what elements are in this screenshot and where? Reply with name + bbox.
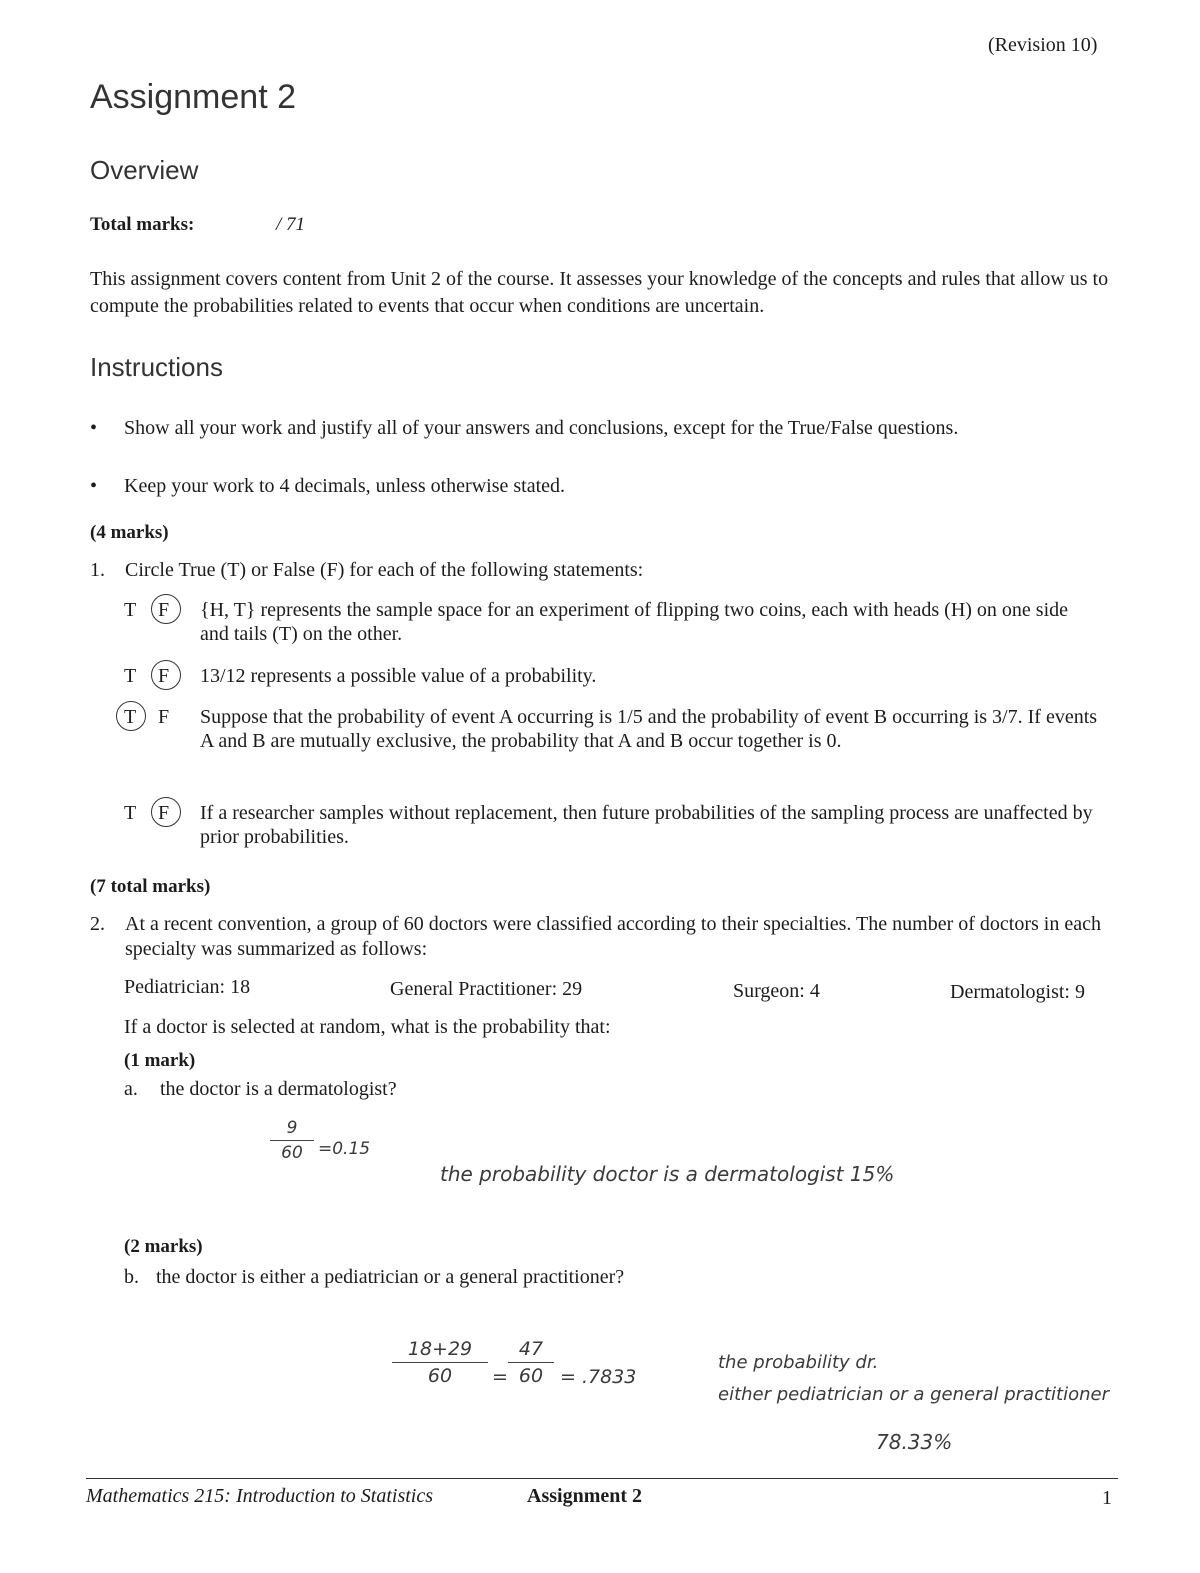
page-number: 1 xyxy=(1102,1487,1112,1509)
tf-item xyxy=(124,664,1104,690)
tf-item xyxy=(124,705,1104,781)
answer-note: the probability dr. xyxy=(718,1352,879,1373)
true-option[interactable]: T xyxy=(124,706,137,728)
true-option[interactable]: T xyxy=(124,599,137,621)
answer-note: either pediatrician or a general practitioner xyxy=(718,1384,1109,1405)
answer-fraction xyxy=(508,1338,554,1387)
bullet-icon: • xyxy=(90,475,98,497)
bullet-icon: • xyxy=(90,417,98,439)
part-b-text: the doctor is either a pediatrician or a general practitioner? xyxy=(156,1266,625,1288)
fraction-denominator: 60 xyxy=(281,1143,303,1163)
instruction-text: Keep your work to 4 decimals, unless otherwise stated. xyxy=(124,475,566,497)
answer-result: = .7833 xyxy=(560,1366,637,1388)
answer-circle-icon xyxy=(151,797,181,827)
q2-number: 2. xyxy=(90,913,105,935)
specialty-item: Pediatrician: 18 xyxy=(124,976,251,998)
specialty-item: Dermatologist: 9 xyxy=(950,981,1085,1003)
fraction-numerator: 18+29 xyxy=(407,1338,473,1360)
true-option[interactable]: T xyxy=(124,665,137,687)
fraction-denominator: 60 xyxy=(518,1365,544,1387)
part-a-text: the doctor is a dermatologist? xyxy=(160,1078,397,1100)
tf-statement: Suppose that the probability of event A occurring is 1/5 and the probability of event B occurring is 3/7. If events A and B are mutually exclusive, the probability that A and B occur together is 0. xyxy=(200,706,1098,752)
answer-circle-icon xyxy=(116,701,146,731)
q2-prompt-row xyxy=(90,912,1130,964)
part-a-row xyxy=(124,1077,824,1103)
overview-description: This assignment covers content from Unit 2 of the course. It assesses your knowledge of the concepts and rules that allow us to compute the probabilities related to events that occur when conditions are uncertain. xyxy=(90,268,1109,317)
q2-marks: (7 total marks) xyxy=(90,876,211,897)
q1-prompt: Circle True (T) or False (F) for each of the following statements: xyxy=(125,559,644,581)
part-b-row xyxy=(124,1265,924,1291)
tf-item xyxy=(124,801,1104,853)
equals-sign: = xyxy=(492,1366,508,1388)
part-a-marks: (1 mark) xyxy=(124,1050,196,1071)
answer-note: 78.33% xyxy=(876,1430,953,1454)
part-a-label: a. xyxy=(124,1078,138,1100)
false-option[interactable]: F xyxy=(158,665,170,687)
overview-heading: Overview xyxy=(90,155,199,185)
q2-prompt: At a recent convention, a group of 60 doctors were classified according to their specialties. The number of doctors in each specialty was summarized as follows: xyxy=(125,913,1101,960)
true-option[interactable]: T xyxy=(124,802,137,824)
answer-result: =0.15 xyxy=(318,1139,371,1159)
q1-marks: (4 marks) xyxy=(90,522,169,543)
q1-number: 1. xyxy=(90,559,105,581)
false-option[interactable]: F xyxy=(158,706,170,728)
specialty-item: Surgeon: 4 xyxy=(733,980,820,1002)
tf-item xyxy=(124,598,1104,650)
fraction-numerator: 9 xyxy=(286,1118,298,1138)
tf-statement: 13/12 represents a possible value of a probability. xyxy=(200,665,597,687)
footer-assignment: Assignment 2 xyxy=(527,1485,643,1507)
revision-label: (Revision 10) xyxy=(988,34,1098,56)
total-marks-value: / 71 xyxy=(276,214,306,235)
answer-note: the probability doctor is a dermatologist 15% xyxy=(440,1162,895,1186)
fraction-numerator: 47 xyxy=(518,1338,544,1360)
answer-circle-icon xyxy=(151,660,181,690)
answer-fraction xyxy=(270,1118,314,1163)
part-b-label: b. xyxy=(124,1266,139,1288)
page-title: Assignment 2 xyxy=(90,78,296,116)
answer-fraction xyxy=(392,1338,488,1387)
part-b-marks: (2 marks) xyxy=(124,1236,203,1257)
false-option[interactable]: F xyxy=(158,599,170,621)
fraction-denominator: 60 xyxy=(427,1365,453,1387)
answer-circle-icon xyxy=(151,594,181,624)
q1-prompt-row xyxy=(90,558,1130,584)
specialty-item: General Practitioner: 29 xyxy=(390,978,583,1000)
fraction-bar xyxy=(270,1140,314,1141)
footer-course: Mathematics 215: Introduction to Statistics xyxy=(86,1485,434,1507)
fraction-bar xyxy=(392,1362,488,1363)
false-option[interactable]: F xyxy=(158,802,170,824)
total-marks-label: Total marks: xyxy=(90,214,195,235)
tf-statement: {H, T} represents the sample space for an experiment of flipping two coins, each with heads (H) on one side and tails (T) on the other. xyxy=(200,599,1069,645)
fraction-bar xyxy=(508,1362,554,1363)
instructions-heading: Instructions xyxy=(90,352,223,382)
instruction-text: Show all your work and justify all of your answers and conclusions, except for the True/False questions. xyxy=(124,417,959,439)
q2-question: If a doctor is selected at random, what is the probability that: xyxy=(124,1016,611,1038)
footer-divider xyxy=(86,1478,1118,1479)
tf-statement: If a researcher samples without replacement, then future probabilities of the sampling process are unaffected by prior probabilities. xyxy=(200,802,1093,848)
